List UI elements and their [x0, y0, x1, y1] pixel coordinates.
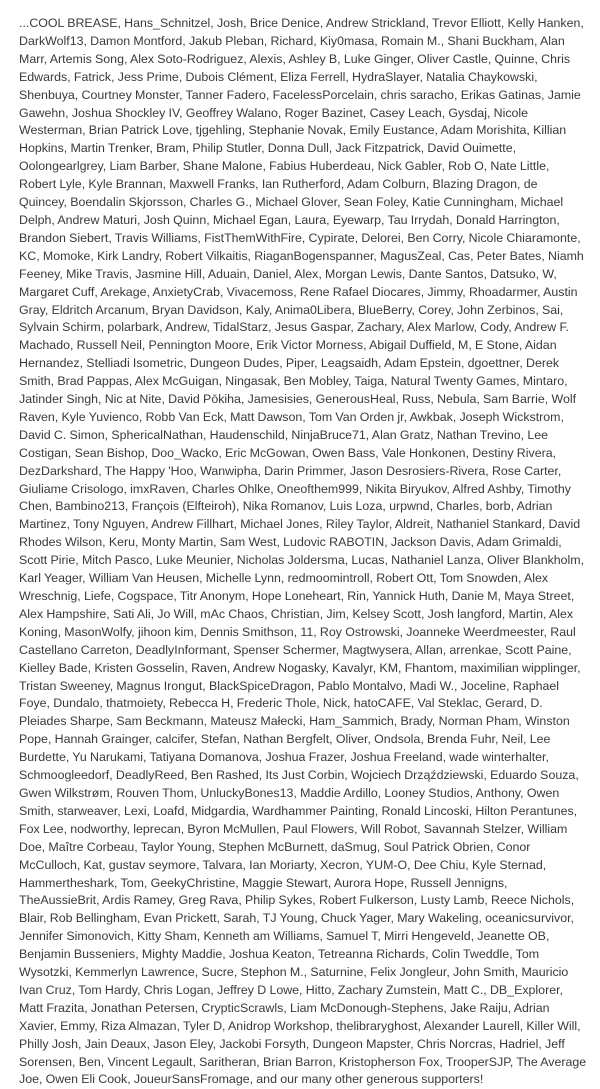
- supporter-credits-paragraph: ...COOL BREASE, Hans_Schnitzel, Josh, Brice Denice, Andrew Strickland, Trevor Elliott, Kelly Hanken, DarkWolf13, Damon Montford, Jakub Pleban, Richard, Kiy0masa, Romain M., Shani Buckham, Alan Marr, Artemis Song, Alex Soto-Rodriguez, Alexis, Ashley B, Luke Ginger, Oliver Castle, Quinne, Chris Edwards, Fatrick, Jess Prime, Dubois Clément, Eliza Ferrell, HydraSlayer, Natalia Chaykowski, Shenbuya, Courtney Monster, Tanner Fadero, FacelessPorcelain, chris saracho, Erikas Gatinas, Jamie Gawehn, Joshua Shockley IV, Geoffrey Walano, Roger Bazinet, Casey Leach, Gysdaj, Nicole Westerman, Brian Patrick Love, tjgehling, Stephanie Novak, Emily Eustance, Adam Morishita, Killian Hopkins, Martin Trenker, Bram, Philip Stutler, Donna Dull, Jack Fitzpatrick, David Ouimette, Oolongearlgrey, Liam Barber, Shane Malone, Fabius Huberdeau, Nick Gabler, Rob O, Nate Little, Robert Lyle, Kyle Brannan, Maxwell Franks, Ian Rutherford, Adam Colburn, Blazing Dragon, de Quincey, Boendalin Skjorsson, Charles G., Michael Glover, Sean Foley, Katie Cunningham, Michael Delph, Andrew Maturi, Josh Quinn, Michael Egan, Laura, Eyewarp, Tau Irrydah, Donald Harrington, Brandon Siebert, Travis Williams, FistThemWithFire, Cypirate, Delorei, Ben Corry, Nicole Chiaramonte, KC, Momoke, Kirk Landry, Robert Vilkaitis, RiaganBogenspanner, MagusZeal, Cas, Peter Bates, Niamh Feeney, Mike Travis, Jasmine Hill, Aduain, Daniel, Alex, Morgan Lewis, Dante Santos, Datsuko, W, Margaret Cuff, Arekage, AnxietyCrab, Vivacemoss, Rene Rafael Diocares, Jimmy, Rhoadarmer, Austin Gray, Eldritch Arcanum, Bryan Davidson, Kaly, Anima0Libera, BlueBerry, Corey, John Zerbinos, Sai, Sylvain Schirm, polarbark, Andrew, TidalStarz, Jesus Gaspar, Zachary, Alex Marlow, Cody, Andrew F. Machado, Russell Neil, Pennington Moore, Erik Victor Morness, Abigail Duffield, M, E Stone, Aidan Hernandez, Stelliadi Isometric, Dungeon Dudes, Piper, Leagsaidh, Adam Epstein, dgoettner, Derek Smith, Brad Pappas, Alex McGuigan, Ningasak, Ben Mobley, Taiga, Natural Twenty Games, Mintaro, Jatinder Singh, Nic at Nite, David Pōkiha, Jamesisies, GenerousHeal, Russ, Nebula, Sam Barrie, Wolf Raven, Kyle Yuvienco, Robb Van Eck, Matt Dawson, Tom Van Orden jr, Awkbak, Joseph Wickstrom, David C. Simon, SphericalNathan, Haudenschild, NinjaBruce71, Alan Gratz, Nathan Trevino, Lee Costigan, Sean Bishop, Doo_Wacko, Eric McGowan, Owen Bass, Vale Honkonen, Destiny Rivera, DezDarkshard, The Happy 'Hoo, Wanwipha, Darin Primmer, Jason Desrosiers-Rivera, Rose Carter, Giuliame Crisologo, imxRaven, Charles Ohlke, Oneofthem999, Nikita Biryukov, Alfred Ashby, Timothy Chen, Bambino213, François (Elfteiroh), Nika Romanov, Luis Loza, urpwnd, Charles, borb, Adrian Martinez, Tony Nguyen, Andrew Fillhart, Michael Jones, Riley Taylor, Aldreit, Nathaniel Stankard, David Rhodes Wilson, Keru, Monty Martin, Sam West, Ludovic RABOTIN, Jackson Davis, Adam Grimaldi, Scott Pirie, Mitch Pasco, Luke Meunier, Nicholas Joldersma, Lucas, Nathaniel Lanza, Oliver Blankholm, Karl Yeager, William Van Heusen, Michelle Lynn, redmoomintroll, Robert Ott, Tom Snowden, Alex Wreschnig, Liefe, Cogspace, Titr Anonym, Hope Loneheart, Rin, Yannick Huth, Danie M, Maya Street, Alex Hampshire, Sati Ali, Jo Will, mAc Chaos, Christian, Jim, Kelsey Scott, Josh langford, Martin, Alex Koning, MasonWolfy, jihoon kim, Dennis Smithson, 11, Roy Ostrowski, Joanneke Weerdmeester, Raul Castellano Carreton, DeadlyInformant, Spenser Schermer, Magtwysera, Allan, arrenkae, Scott Paine, Kielley Bade, Kristen Gosselin, Raven, Andrew Nogasky, Kavalyr, KM, Fhantom, maximilian wipplinger, Tristan Sweeney, Magnus Irongut, BlackSpiceDragon, Pablo Montalvo, Madi W., Joceline, Raphael Foye, Dundalo, thatmoiety, Rebecca H, Frederic Thole, Nick, hatoCAFE, Val Steklac, Gerard, D. Pleiades Sharpe, Sam Beckmann, Mateusz Małecki, Ham_Sammich, Brady, Norman Pham, Winston Pope, Hannah Grainger, calcifer, Stefan, Nathan Bergfelt, Oliver, Ondsola, Brenda Fuhr, Neil, Lee Burdette, Yu Narukami, Tatiyana Domanova, Joshua Frazer, Joshua Freeland, wade winterhalter, Schmoogleedorf, DeadlyReed, Ben Rashed, Its Just Corbin, Wojciech Drząździewski, Eduardo Souza, Gwen Wilkstrøm, Rouven Thom, UnluckyBones13, Maddie Ardillo, Looney Studios, Anthony, Owen Smith, starweaver, Lexi, Loafd, Midgardia, Wardhammer Painting, Ronald Lincoski, Hilton Perantunes, Fox Lee, nodworthy, leprecan, Byron McMullen, Paul Flowers, Will Robot, Savannah Stelzer, William Doe, Maître Corbeau, Taylor Young, Stephen McBurnett, daSmug, Soul Patrick Obrien, Conor McCulloch, Kat, gustav seymore, Talvara, Ian Moriarty, Xecron, YUM-O, Dee Chiu, Kyle Sternad, Hammertheshark, Tom, GeekyChristine, Maggie Stewart, Aurora Hope, Russell Jennigns, TheAussieBrit, Ardis Ramey, Greg Rava, Philip Sykes, Robert Fulkerson, Lusty Lamb, Reece Nichols, Blair, Rob Bellingham, Evan Prickett, Sarah, TJ Young, Chuck Yager, Mary Wakeling, oceanicsurvivor, Jennifer Simonovich, Kitty Sham, Kenneth am Williams, Samuel T, Mirri Hengeveld, Jeanette OB, Benjamin Busseniers, Mighty Maddie, Joshua Keaton, Tetreanna Richards, Colin Tweddle, Tom Wysotzki, Kemmerlyn Lawrence, Sucre, Stephon M., Saturnine, Felix Jongleur, John Smith, Mauricio Ivan Cruz, Tom Hardy, Chris Logan, Jeffrey D Lowe, Hitto, Zachary Zumstein, Matt C., DB_Explorer, Matt Frazita, Jonathan Petersen, CrypticScrawls, Liam McDonough-Stephens, Jake Raiju, Adrian Xavier, Emmy, Riza Almazan, Tyler D, Anidrop Workshop, thelibraryghost, Alexander Laurell, Killer Will, Philly Josh, Jain Deaux, Jason Eley, Jackobi Forsyth, Dungeon Mapster, Chris Norcras, Hadriel, Jeff Sorensen, Ben, Vincent Legault, Saritheran, Brian Barron, Kristopherson Fox, TrooperSJP, The Average Joe, Owen Eli Cook, JoueurSansFromage, and our many other generous supporters!: [19, 16, 587, 1087]
